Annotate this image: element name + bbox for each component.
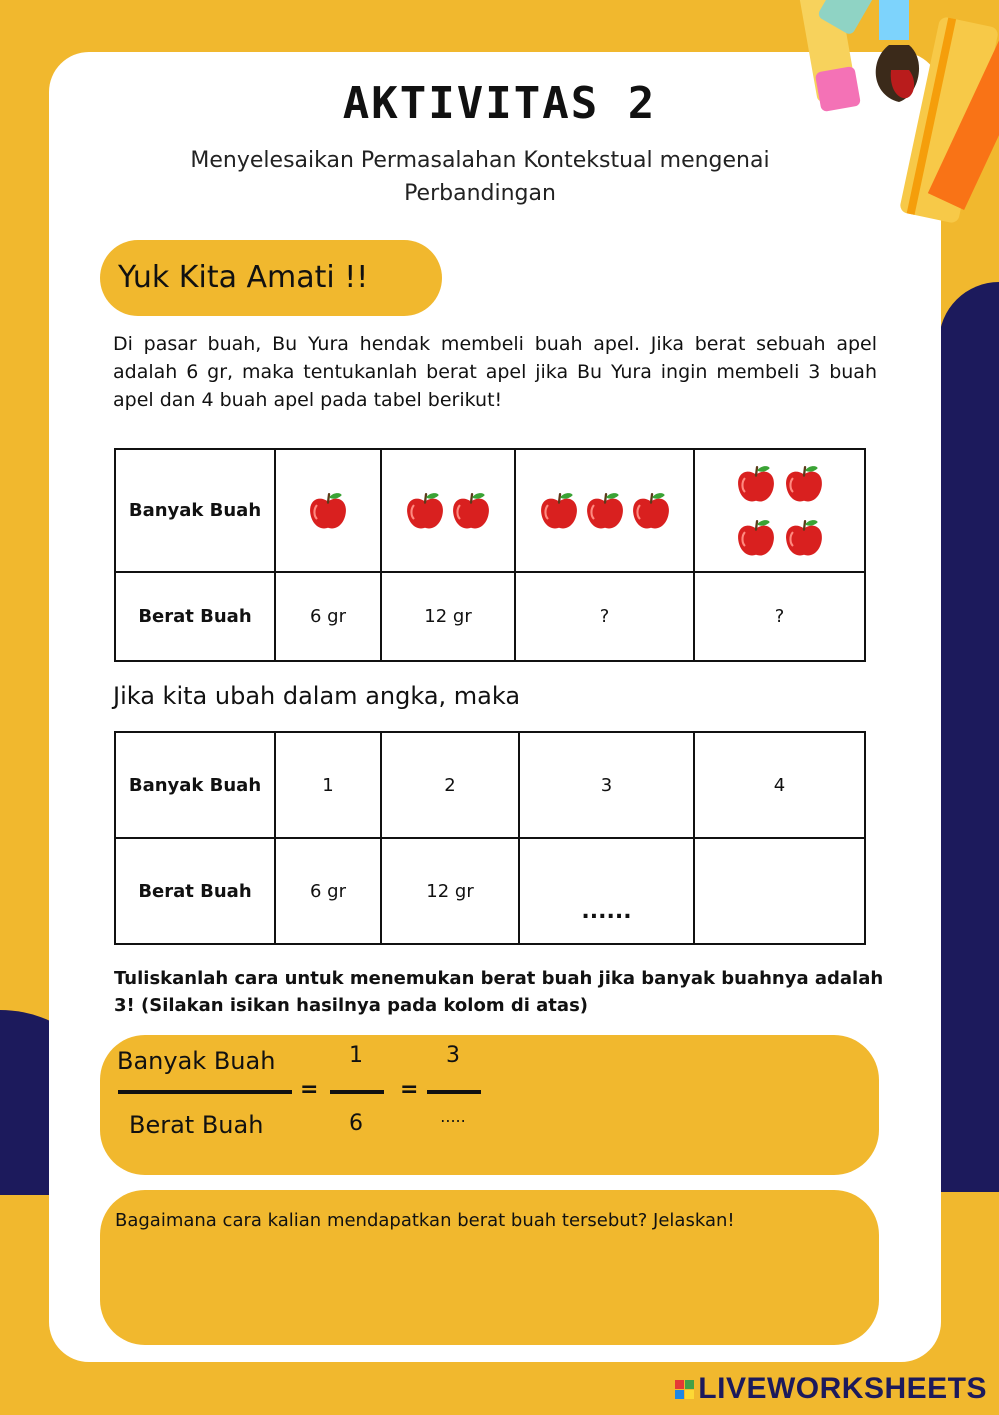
numerator-label: Banyak Buah [117, 1047, 276, 1075]
apple-icon [584, 490, 626, 532]
count-cell: 4 [694, 732, 865, 838]
apple-icon [735, 517, 777, 559]
apple-icon [404, 490, 446, 532]
fraction-bar [330, 1090, 384, 1094]
explanation-question: Bagaimana cara kalian mendapatkan berat buah tersebut? Jelaskan! [115, 1210, 735, 1231]
fraction2-numerator: 3 [446, 1043, 460, 1068]
apple-cell [515, 449, 694, 572]
count-cell: 3 [519, 732, 694, 838]
page-title: AKTIVITAS 2 [342, 78, 657, 129]
apple-icon [630, 490, 672, 532]
number-table [114, 731, 866, 945]
equals-sign: = [300, 1077, 319, 1102]
logo-text: LIVEWORKSHEETS [698, 1372, 987, 1405]
denominator-label: Berat Buah [129, 1111, 264, 1139]
fraction2-denominator-input[interactable]: ..... [440, 1107, 466, 1126]
liveworksheets-logo [675, 1372, 987, 1406]
weight-cell: 6 gr [275, 838, 381, 944]
intro-paragraph: Di pasar buah, Bu Yura hendak membeli buah apel. Jika berat sebuah apel adalah 6 gr, maka tentukanlah berat apel jika Bu Yura ingin membeli 3 buah apel dan 4 buah apel pada tabel berikut! [113, 333, 877, 411]
fraction-bar [118, 1090, 292, 1094]
row-header: Berat Buah [115, 838, 275, 944]
apple-cell [694, 449, 865, 572]
apple-weight-table [114, 448, 866, 662]
weight-cell: 12 gr [381, 838, 519, 944]
apple-icon [735, 463, 777, 505]
apple-icon [538, 490, 580, 532]
weight-cell: 6 gr [275, 572, 381, 661]
weight-cell: ? [694, 572, 865, 661]
weight-cell: 12 gr [381, 572, 515, 661]
apple-icon [307, 490, 349, 532]
instruction-text: Tuliskanlah cara untuk menemukan berat buah jika banyak buahnya adalah 3! (Silakan isikan hasilnya pada kolom di atas) [114, 968, 884, 1016]
apple-cell [275, 449, 381, 572]
row-header: Banyak Buah [115, 449, 275, 572]
table-row [115, 732, 865, 838]
section-pill: Yuk Kita Amati !! [100, 240, 442, 316]
fraction-bar [427, 1090, 481, 1094]
apple-icon [783, 517, 825, 559]
page-subtitle: Menyelesaikan Permasalahan Kontekstual mengenai Perbandingan [190, 148, 770, 206]
explanation-box[interactable] [100, 1190, 879, 1345]
table-row [115, 449, 865, 572]
table-row [115, 572, 865, 661]
answer-placeholder[interactable]: ...... [581, 898, 632, 924]
weight-cell: ? [515, 572, 694, 661]
fraction1-denominator: 6 [349, 1111, 363, 1136]
count-cell: 1 [275, 732, 381, 838]
fraction1-numerator: 1 [349, 1043, 363, 1068]
transition-text: Jika kita ubah dalam angka, maka [113, 682, 521, 710]
navy-decoration-right [939, 282, 999, 1192]
equals-sign: = [400, 1077, 419, 1102]
count-cell: 2 [381, 732, 519, 838]
row-header: Banyak Buah [115, 732, 275, 838]
fraction-box [100, 1035, 879, 1175]
answer-input-cell[interactable] [694, 838, 865, 944]
table-row [115, 838, 865, 944]
apple-cell [381, 449, 515, 572]
logo-icon [675, 1380, 694, 1399]
row-header: Berat Buah [115, 572, 275, 661]
answer-input-cell[interactable] [519, 838, 694, 944]
apple-icon [450, 490, 492, 532]
apple-icon [783, 463, 825, 505]
